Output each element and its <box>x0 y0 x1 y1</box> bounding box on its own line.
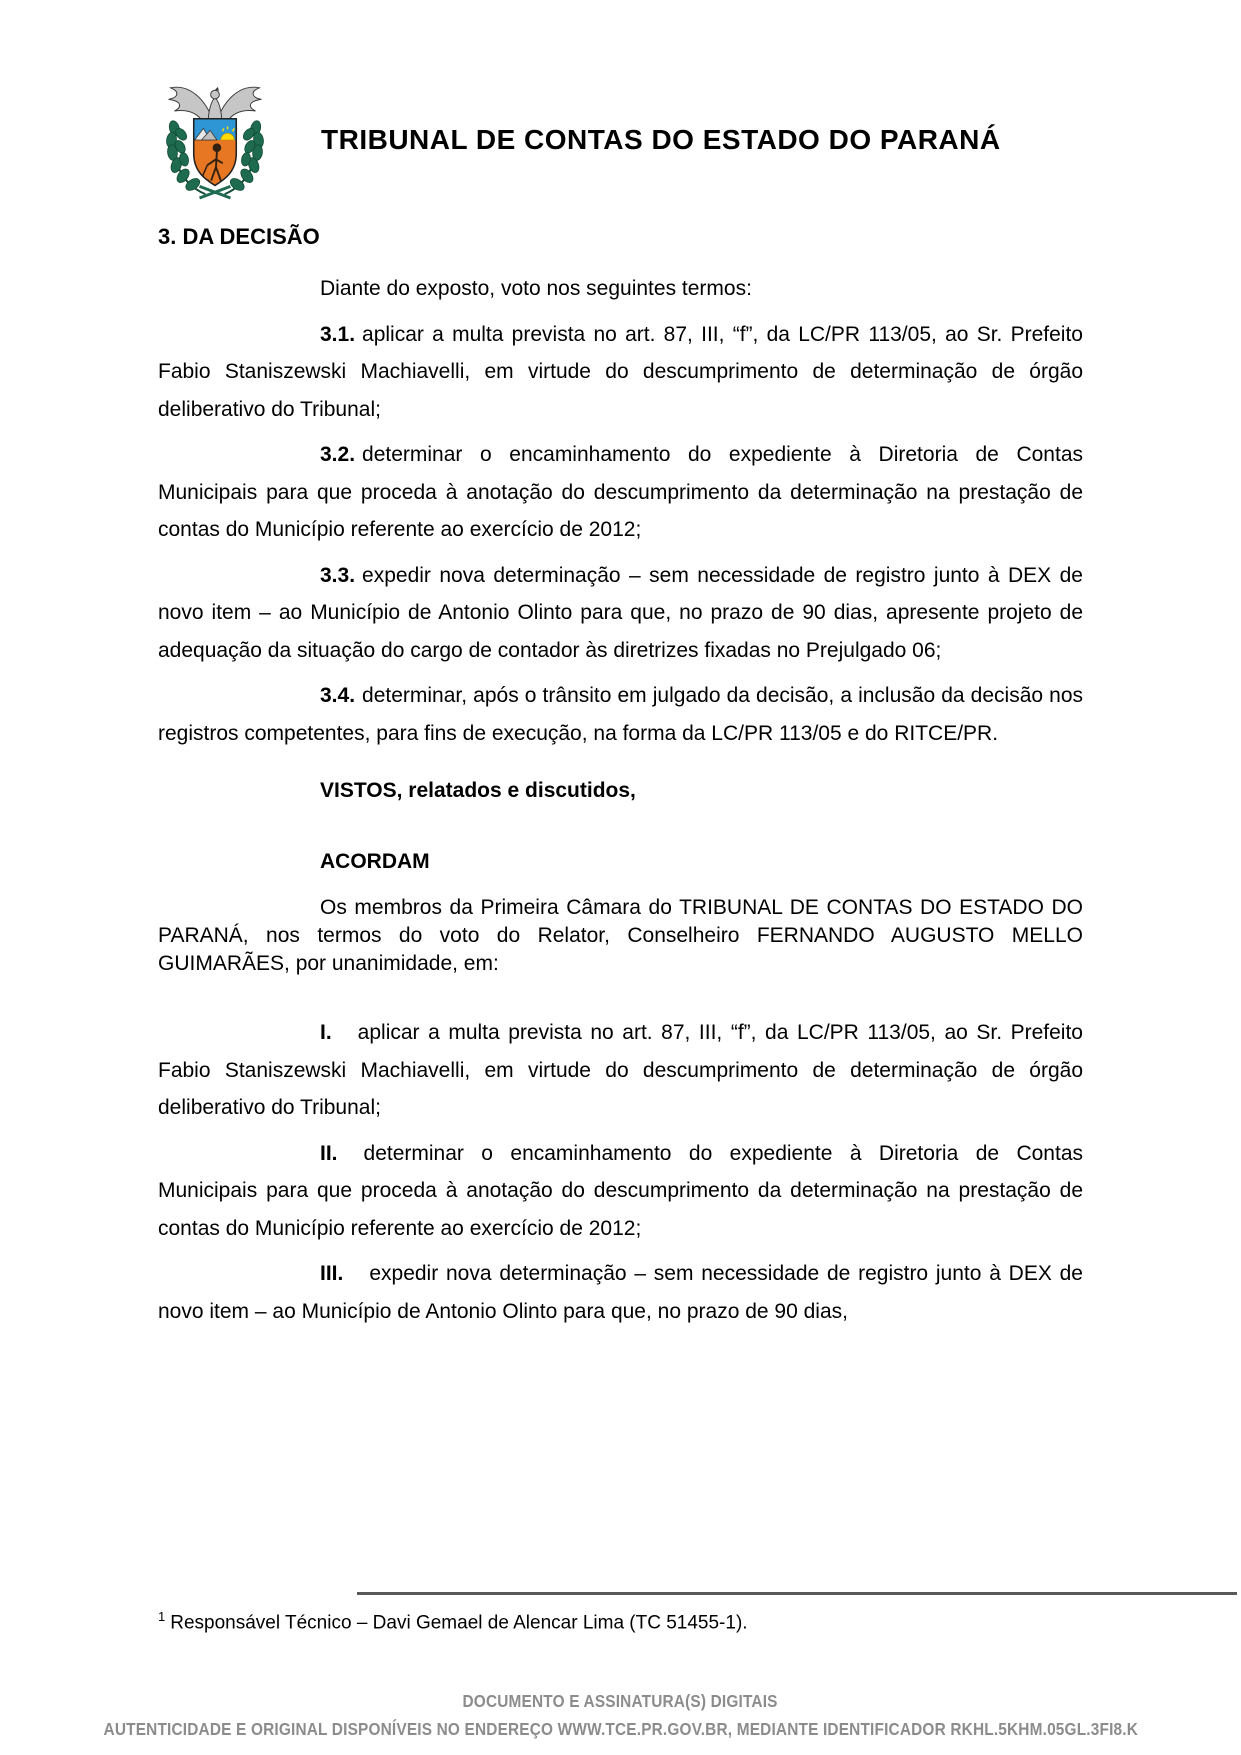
document-footer <box>0 1688 1241 1744</box>
vote-item-text: aplicar a multa prevista no art. 87, III, “f”, da LC/PR 113/05, ao Sr. Prefeito Fabio Staniszewski Machiavelli, em virtude do descumprimento de determinação de órgão deliberativo do Tribunal; <box>158 322 1083 421</box>
decision-item-number: I. <box>320 1021 332 1044</box>
decision-item-III <box>158 1255 1083 1330</box>
vote-item-text: determinar, após o trânsito em julgado da decisão, a inclusão da decisão nos registros competentes, para fins de execução, na forma da LC/PR 113/05 e do RITCE/PR. <box>158 684 1083 745</box>
decision-item-text: aplicar a multa prevista no art. 87, III, “f”, da LC/PR 113/05, ao Sr. Prefeito Fabio Staniszewski Machiavelli, em virtude do descumprimento de determinação de órgão deliberativo do Tribunal; <box>158 1021 1083 1119</box>
parana-coat-of-arms-logo <box>157 76 273 204</box>
section-heading: 3. DA DECISÃO <box>158 224 320 249</box>
decision-item-II <box>158 1135 1083 1248</box>
vote-item-3-3 <box>158 557 1083 670</box>
members-paragraph: Os membros da Primeira Câmara do TRIBUNAL DE CONTAS DO ESTADO DO PARANÁ, nos termos do voto do Relator, Conselheiro FERNANDO AUGUSTO MELLO GUIMARÃES, por unanimidade, em: <box>158 896 1083 975</box>
decision-item-text: expedir nova determinação – sem necessidade de registro junto à DEX de novo item – ao Município de Antonio Olinto para que, no prazo de 90 dias, <box>158 1262 1083 1323</box>
branch-stems-icon <box>200 186 231 198</box>
decision-item-text: determinar o encaminhamento do expediente à Diretoria de Contas Municipais para que proceda à anotação do descumprimento da determinação na prestação de contas do Município referente ao exercício de 2012; <box>158 1141 1083 1240</box>
acordam-heading: ACORDAM <box>320 849 430 873</box>
decision-item-number: III. <box>320 1262 344 1285</box>
footer-line-1: DOCUMENTO E ASSINATURA(S) DIGITAIS <box>462 1691 779 1711</box>
vote-item-3-1 <box>158 316 1083 429</box>
footnote <box>158 1602 1083 1638</box>
intro-paragraph: Diante do exposto, voto nos seguintes termos: <box>320 277 752 300</box>
vote-item-3-4 <box>158 677 1083 752</box>
vote-item-number: 3.2. <box>320 443 356 466</box>
footnote-text: Responsável Técnico – Davi Gemael de Alencar Lima (TC 51455-1). <box>170 1612 748 1634</box>
document-header <box>157 76 1001 204</box>
vote-item-text: expedir nova determinação – sem necessidade de registro junto à DEX de novo item – ao Município de Antonio Olinto para que, no prazo de 90 dias, apresente projeto de adequação da situação do cargo de contador às diretrizes fixadas no Prejulgado 06; <box>158 563 1083 662</box>
vote-item-3-2 <box>158 436 1083 549</box>
footnote-marker: 1 <box>158 1609 166 1624</box>
vote-item-text: determinar o encaminhamento do expediente à Diretoria de Contas Municipais para que proceda à anotação do descumprimento da determinação na prestação de contas do Município referente ao exercício de 2012; <box>158 443 1083 541</box>
falcon-icon <box>169 87 262 123</box>
vistos-heading: VISTOS, relatados e discutidos, <box>320 779 636 802</box>
vote-item-number: 3.3. <box>320 563 356 587</box>
decision-item-number: II. <box>320 1141 338 1165</box>
org-title: TRIBUNAL DE CONTAS DO ESTADO DO PARANÁ <box>321 124 1001 155</box>
shield-icon <box>194 119 237 189</box>
vote-item-number: 3.4. <box>320 684 356 707</box>
footer-line-2: AUTENTICIDADE E ORIGINAL DISPONÍVEIS NO ENDEREÇO WWW.TCE.PR.GOV.BR, MEDIANTE IDENTIFICADOR RKHL.5KHM.05GL.3FI8.K <box>103 1719 1138 1739</box>
vote-item-number: 3.1. <box>320 322 356 346</box>
footnote-separator <box>357 1592 1237 1595</box>
document-body <box>158 210 1083 1330</box>
decision-item-I <box>158 1014 1083 1127</box>
